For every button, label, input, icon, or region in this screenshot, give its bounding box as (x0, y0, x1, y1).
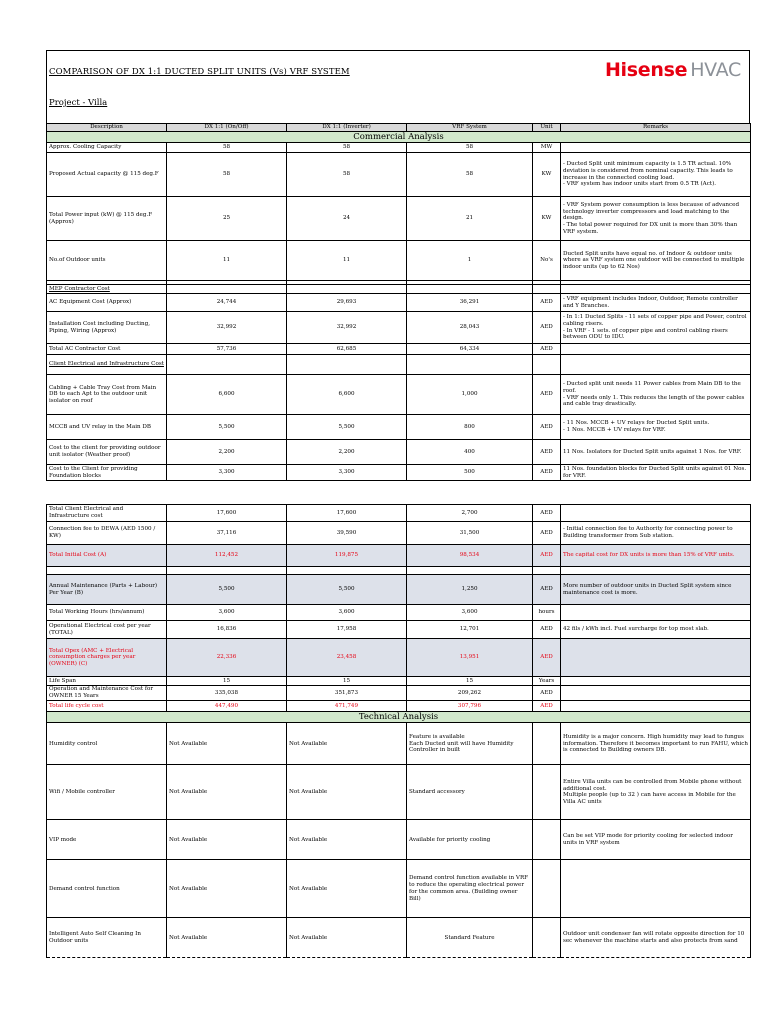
value-unit: AED (533, 312, 561, 344)
value-dx-onoff: 5,500 (167, 575, 287, 605)
row-remark: Humidity is a major concern. High humidity may lead to fungus information. Therefore it becomes important to run FAHU, which is connected to Building owners DB. (561, 723, 751, 765)
value-dx-inverter: 17,600 (287, 505, 407, 522)
table-row (47, 639, 751, 677)
row-description: Annual Maintenance (Parts + Labour) Per Year (B) (47, 575, 167, 605)
col-description: Description (47, 124, 167, 132)
value-unit: AED (533, 545, 561, 567)
row-remark (561, 686, 751, 701)
value-dx-inverter: 58 (287, 153, 407, 197)
value-dx-inverter: 3,600 (287, 605, 407, 621)
row-remark: More number of outdoor units in Ducted Split system since maintenance cost is more. (561, 575, 751, 605)
value-vrf: 58 (407, 143, 533, 153)
row-description: Total Client Electrical and Infrastructure cost (47, 505, 167, 522)
col-vrf: VRF System (407, 124, 533, 132)
row-remark: Entire Villa units can be controlled from Mobile phone without additional cost. Multiple people (up to 32 ) can have access in Mobile for the Villa AC units (561, 765, 751, 820)
value-unit: KW (533, 153, 561, 197)
value-unit: AED (533, 701, 561, 712)
value-unit: No's (533, 241, 561, 281)
value-vrf: 36,291 (407, 294, 533, 312)
value-vrf: 1 (407, 241, 533, 281)
table-row (47, 918, 751, 958)
row-description: Total Working Hours (hrs/annum) (47, 605, 167, 621)
section-technical: Technical Analysis (47, 712, 751, 723)
table-row (47, 701, 751, 712)
value-vrf: 209,262 (407, 686, 533, 701)
row-remark (561, 860, 751, 918)
table-row (47, 505, 751, 522)
table-row (47, 820, 751, 860)
row-description: Humidity control (47, 723, 167, 765)
value-dx-onoff: Not Available (167, 765, 287, 820)
table-row (47, 575, 751, 605)
value-vrf: 21 (407, 197, 533, 241)
value-vrf: 64,334 (407, 344, 533, 355)
table-row (47, 440, 751, 465)
value-unit: AED (533, 639, 561, 677)
value-dx-onoff: 37,116 (167, 522, 287, 545)
value-vrf: Standard accessory (407, 765, 533, 820)
row-remark: - In 1:1 Ducted Splits - 11 sets of copper pipe and Power, control cabling risers. - In VRF - 1 sets. of copper pipe and control cabling risers between ODU to IDU. (561, 312, 751, 344)
value-vrf: Demand control function available in VRF to reduce the operating electrical power for the common area. (Building owner Bill) (407, 860, 533, 918)
value-dx-inverter: Not Available (287, 860, 407, 918)
row-remark: - 11 Nos. MCCB + UV relays for Ducted Split units. - 1 Nos. MCCB + UV relays for VRF. (561, 415, 751, 440)
value-dx-inverter: 24 (287, 197, 407, 241)
row-remark: 11 Nos. Isolators for Ducted Split units against 1 Nos. for VRF. (561, 440, 751, 465)
value-vrf: 12,701 (407, 621, 533, 639)
value-vrf: 2,700 (407, 505, 533, 522)
value-unit: AED (533, 621, 561, 639)
row-remark: Ducted Split units have equal no. of Indoor & outdoor units where as VRF system one outdoor will be connected to multiple indoor units (up to 62 Nos) (561, 241, 751, 281)
value-vrf: 800 (407, 415, 533, 440)
value-dx-inverter: 29,693 (287, 294, 407, 312)
value-dx-onoff: 112,452 (167, 545, 287, 567)
value-dx-onoff: 3,600 (167, 605, 287, 621)
row-remark: - Ducted Split unit minimum capacity is 1.5 TR actual. 10% deviation is considered from nominal capacity. This leads to increase in the connected cooling load. - VRF system has indoor units start from 0.5 TR (Act). (561, 153, 751, 197)
value-dx-onoff: 2,200 (167, 440, 287, 465)
value-dx-inverter: 62,685 (287, 344, 407, 355)
spacer-row (47, 567, 751, 575)
value-unit: AED (533, 575, 561, 605)
value-dx-onoff: 5,500 (167, 415, 287, 440)
value-dx-inverter: 5,500 (287, 415, 407, 440)
value-dx-onoff: 58 (167, 143, 287, 153)
table-row (47, 522, 751, 545)
row-description: Installation Cost including Ducting, Piping, Wiring (Approx) (47, 312, 167, 344)
value-vrf: Feature is available Each Ducted unit will have Humidity Controller in built (407, 723, 533, 765)
row-remark: 42 fils / kWh incl. Fuel surcharge for top most slab. (561, 621, 751, 639)
value-vrf: 500 (407, 465, 533, 481)
row-description: MCCB and UV relay in the Main DB (47, 415, 167, 440)
row-description: Total AC Contractor Cost (47, 344, 167, 355)
value-dx-inverter: 39,590 (287, 522, 407, 545)
table-row (47, 143, 751, 153)
row-description: Total Initial Cost (A) (47, 545, 167, 567)
row-remark: The capital cost for DX units is more than 15% of VRF units. (561, 545, 751, 567)
value-unit: AED (533, 505, 561, 522)
row-description: VIP mode (47, 820, 167, 860)
value-vrf: Standard Feature (407, 918, 533, 958)
row-description: Approx. Cooling Capacity (47, 143, 167, 153)
section-commercial: Commercial Analysis (47, 132, 751, 143)
value-unit (533, 723, 561, 765)
value-dx-onoff: 32,992 (167, 312, 287, 344)
comparison-sheet (46, 50, 750, 1024)
hisense-logo: Hisense HVAC (604, 59, 741, 81)
table-row (47, 344, 751, 355)
row-description: Cabling + Cable Tray Cost from Main DB to each Apt to the outdoor unit isolator on roof (47, 375, 167, 415)
value-dx-inverter: 15 (287, 677, 407, 686)
table-row (47, 312, 751, 344)
value-unit: AED (533, 522, 561, 545)
value-dx-onoff: Not Available (167, 918, 287, 958)
table-row (47, 241, 751, 281)
value-unit: AED (533, 375, 561, 415)
value-vrf: 307,796 (407, 701, 533, 712)
table-row (47, 723, 751, 765)
row-description: Operational Electrical cost per year (TOTAL) (47, 621, 167, 639)
row-description: Wifi / Mobile controller (47, 765, 167, 820)
row-remark (561, 344, 751, 355)
value-unit: AED (533, 294, 561, 312)
value-unit: AED (533, 465, 561, 481)
value-dx-onoff: 335,038 (167, 686, 287, 701)
row-remark: 11 Nos. foundation blocks for Ducted Split units against 01 Nos. for VRF. (561, 465, 751, 481)
value-unit (533, 820, 561, 860)
value-unit: hours (533, 605, 561, 621)
sheet-header (46, 50, 750, 123)
row-remark (561, 605, 751, 621)
row-description: Total Opex (AMC + Electrical consumption charges per year (OWNER) (C) (47, 639, 167, 677)
value-dx-onoff: 25 (167, 197, 287, 241)
col-remarks: Remarks (561, 124, 751, 132)
value-unit (533, 765, 561, 820)
value-vrf: 1,000 (407, 375, 533, 415)
table-row (47, 197, 751, 241)
value-dx-onoff: Not Available (167, 820, 287, 860)
value-vrf: 3,600 (407, 605, 533, 621)
value-unit: Years (533, 677, 561, 686)
value-dx-onoff: Not Available (167, 860, 287, 918)
value-dx-inverter: 58 (287, 143, 407, 153)
row-remark (561, 639, 751, 677)
value-dx-onoff: 6,600 (167, 375, 287, 415)
row-remark: - VRF equipment includes Indoor, Outdoor, Remote controller and Y Branches. (561, 294, 751, 312)
table-row (47, 686, 751, 701)
row-remark: Can be set VIP mode for priority cooling for selected indoor units in VRF system (561, 820, 751, 860)
value-vrf: 28,043 (407, 312, 533, 344)
value-dx-inverter: 5,500 (287, 575, 407, 605)
row-description: Life Span (47, 677, 167, 686)
value-dx-inverter: Not Available (287, 723, 407, 765)
row-remark: - Ducted split unit needs 11 Power cables from Main DB to the roof. - VRF needs only 1. This reduces the length of the power cables and cable tray drastically. (561, 375, 751, 415)
value-vrf: 58 (407, 153, 533, 197)
row-description: No.of Outdoor units (47, 241, 167, 281)
value-dx-inverter: 32,992 (287, 312, 407, 344)
col-dx-onoff: DX 1:1 (On/Off) (167, 124, 287, 132)
value-unit (533, 918, 561, 958)
row-remark: Outdoor unit condenser fan will rotate opposite direction for 10 sec whenever the machine starts and also protects from sand (561, 918, 751, 958)
value-dx-onoff: Not Available (167, 723, 287, 765)
value-unit: KW (533, 197, 561, 241)
row-description: Demand control function (47, 860, 167, 918)
value-unit: AED (533, 440, 561, 465)
value-dx-onoff: 3,300 (167, 465, 287, 481)
table-row (47, 294, 751, 312)
row-description: Connection fee to DEWA (AED 1500 / KW) (47, 522, 167, 545)
value-dx-inverter: 2,200 (287, 440, 407, 465)
row-description: Total Power input (kW) @ 115 deg.F (Approx) (47, 197, 167, 241)
value-dx-inverter: 471,749 (287, 701, 407, 712)
value-dx-inverter: 119,875 (287, 545, 407, 567)
row-description: Proposed Actual capacity @ 115 deg.F (47, 153, 167, 197)
table-row (47, 465, 751, 481)
value-dx-onoff: 24,744 (167, 294, 287, 312)
table-row (47, 621, 751, 639)
row-description: Cost to the client for providing outdoor unit isolator (Weather proof) (47, 440, 167, 465)
subsection-client: Client Electrical and Infrastructure Cost (47, 355, 751, 375)
row-remark: - VRF System power consumption is less because of advanced technology inverter compressors and load matching to the design. - The total power required for DX unit is more than 30% than VRF system. (561, 197, 751, 241)
table-row (47, 677, 751, 686)
value-vrf: 31,500 (407, 522, 533, 545)
col-unit: Unit (533, 124, 561, 132)
value-dx-onoff: 447,490 (167, 701, 287, 712)
table-row (47, 153, 751, 197)
table-row (47, 375, 751, 415)
value-dx-inverter: 351,873 (287, 686, 407, 701)
row-description: Total life cycle cost (47, 701, 167, 712)
value-dx-inverter: 3,300 (287, 465, 407, 481)
value-unit (533, 860, 561, 918)
row-description: Intelligent Auto Self Cleaning In Outdoor units (47, 918, 167, 958)
value-unit: MW (533, 143, 561, 153)
row-remark (561, 677, 751, 686)
row-description: Cost to the Client for providing Foundation blocks (47, 465, 167, 481)
value-vrf: 13,951 (407, 639, 533, 677)
project-label: Project - Villa (49, 98, 108, 108)
row-description: AC Equipment Cost (Approx) (47, 294, 167, 312)
page-gap (47, 481, 751, 505)
value-dx-inverter: Not Available (287, 820, 407, 860)
value-dx-inverter: Not Available (287, 918, 407, 958)
value-vrf: 15 (407, 677, 533, 686)
value-unit: AED (533, 686, 561, 701)
row-description: Operation and Maintenance Cost for OWNER 15 Years (47, 686, 167, 701)
sheet-title: COMPARISON OF DX 1:1 DUCTED SPLIT UNITS (Vs) VRF SYSTEM (49, 67, 350, 77)
row-remark: - Initial connection fee to Authority for connecting power to Building transformer from Sub station. (561, 522, 751, 545)
value-dx-onoff: 22,336 (167, 639, 287, 677)
value-dx-onoff: 57,736 (167, 344, 287, 355)
value-vrf: 98,534 (407, 545, 533, 567)
value-dx-onoff: 11 (167, 241, 287, 281)
value-dx-inverter: 6,600 (287, 375, 407, 415)
value-dx-onoff: 17,600 (167, 505, 287, 522)
value-dx-onoff: 58 (167, 153, 287, 197)
value-vrf: Available for priority cooling (407, 820, 533, 860)
value-unit: AED (533, 344, 561, 355)
table-row (47, 415, 751, 440)
value-dx-onoff: 15 (167, 677, 287, 686)
value-dx-onoff: 16,836 (167, 621, 287, 639)
value-vrf: 400 (407, 440, 533, 465)
col-dx-inverter: DX 1:1 (Inverter) (287, 124, 407, 132)
value-dx-inverter: 23,458 (287, 639, 407, 677)
table-row (47, 545, 751, 567)
value-dx-inverter: 11 (287, 241, 407, 281)
row-remark (561, 701, 751, 712)
value-vrf: 1,250 (407, 575, 533, 605)
row-remark (561, 143, 751, 153)
table-row (47, 765, 751, 820)
value-unit: AED (533, 415, 561, 440)
table-row (47, 605, 751, 621)
row-remark (561, 505, 751, 522)
value-dx-inverter: Not Available (287, 765, 407, 820)
table-row (47, 860, 751, 918)
column-headers (47, 124, 751, 132)
comparison-table (46, 123, 751, 958)
value-dx-inverter: 17,958 (287, 621, 407, 639)
subsection-mep: MEP Contractor Cost (47, 285, 751, 294)
